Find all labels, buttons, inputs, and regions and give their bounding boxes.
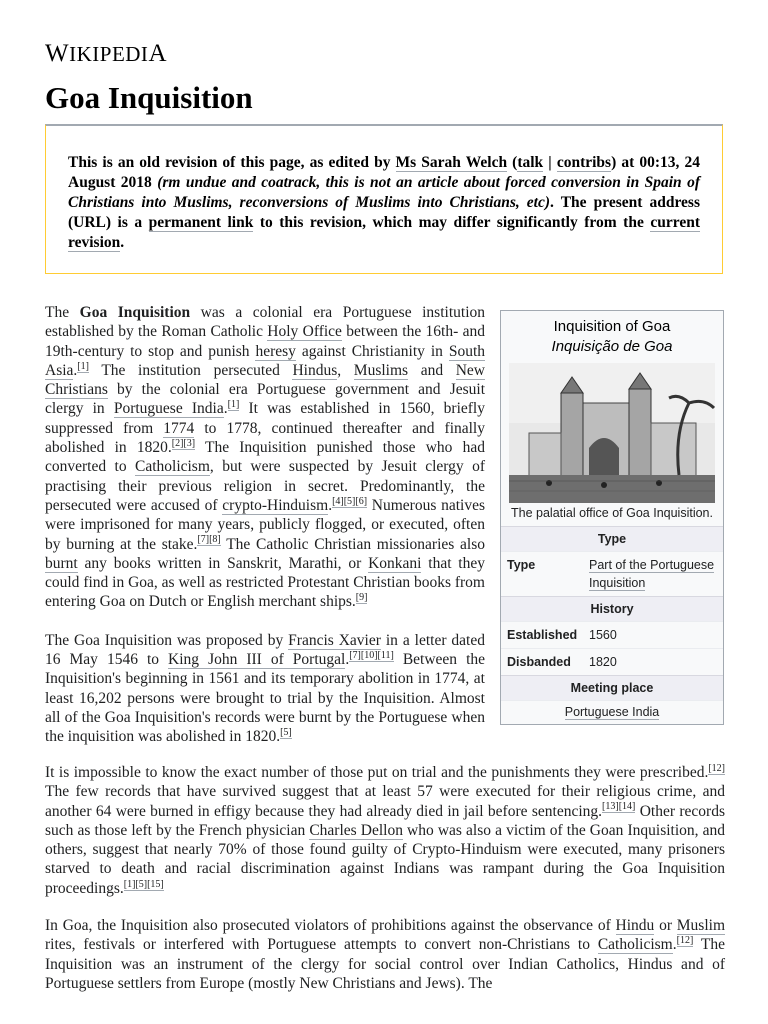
- wordmark-rest: IKIPEDI: [69, 42, 149, 66]
- text: ,: [337, 361, 354, 379]
- link-hindus[interactable]: Hindus: [292, 361, 338, 379]
- rev-text: . The present address (URL) is a: [68, 194, 700, 231]
- link-heresy[interactable]: heresy: [255, 342, 296, 360]
- row-label: Type: [507, 558, 536, 572]
- link-muslims[interactable]: Muslims: [353, 361, 409, 379]
- text: It is impossible to know the exact number of those put on trial and the punishments they were prescribed.: [45, 764, 709, 781]
- text: any books written in Sanskrit, Marathi, or: [77, 554, 369, 572]
- rev-text: |: [543, 154, 557, 171]
- text: The institution persecuted: [88, 361, 293, 379]
- reference-link[interactable]: [9]: [355, 592, 368, 604]
- reference-link[interactable]: [7][10][11]: [349, 649, 394, 661]
- edit-summary: (rm undue and coatrack, this is not an article about forced conversion in Spain of Christians into Muslims, reconversions of Muslims into Christians, etc): [68, 174, 700, 211]
- link-holy-office[interactable]: Holy Office: [267, 323, 342, 341]
- link-francis-xavier[interactable]: Francis Xavier: [288, 631, 381, 649]
- row-value: 1820: [589, 655, 617, 669]
- link-catholicism[interactable]: Catholicism: [134, 458, 210, 476]
- infobox-row-type: [501, 551, 723, 596]
- text: The Inquisition punished those who had converted to: [45, 439, 485, 476]
- text: or: [654, 917, 677, 935]
- editor-link[interactable]: Ms Sarah Welch: [395, 154, 508, 171]
- row-label: Disbanded: [507, 655, 571, 669]
- infobox-image[interactable]: [509, 363, 715, 503]
- page-title: Goa Inquisition: [45, 80, 253, 115]
- permanent-link[interactable]: permanent link: [148, 214, 254, 231]
- contribs-link[interactable]: contribs: [556, 154, 612, 171]
- link-konkani[interactable]: Konkani: [368, 554, 422, 572]
- link-catholicism[interactable]: Catholicism: [597, 936, 673, 954]
- text: that they could find in Goa, as well as restricted Protestant Christian books from entering Goa on Dutch or English merchant ships.: [45, 554, 485, 611]
- infobox-title: [501, 311, 723, 361]
- paragraph-1: The Goa Inquisition was a colonial era Portuguese institution established by the Roman Catholic Holy Office between the 16th- and 19th-century to stop and punish heresy against Christianity in South Asia.[1] The institution persecuted Hindus, Muslims and New Christians by the colonial era Portuguese government and Jesuit clergy in Portuguese India.[1] It was established in 1560, briefly suppressed from 1774 to 1778, continued thereafter and finally abolished in 1820.[2][3] The Inquisition punished those who had converted to Catholicism, but were suspected by Jesuit clergy of practising their previous religion in secret. Predominantly, the persecuted were accused of crypto-Hinduism.[4][5][6] Numerous natives were imprisoned for many years, publicly flogged, or executed, often by burning at the stake.[7][8] The Catholic Christian missionaries also burnt any books written in Sanskrit, Marathi, or Konkani that they could find in Goa, as well as restricted Protestant Christian books from entering Goa on Dutch or English merchant ships.[9]: [45, 304, 486, 611]
- text: rites, festivals or interfered with Portuguese attempts to convert non-Christians to: [45, 936, 598, 954]
- talk-link[interactable]: talk: [517, 154, 544, 171]
- reference-link[interactable]: [1]: [77, 360, 89, 372]
- link-king-john-iii[interactable]: King John III of Portugal: [168, 651, 346, 669]
- palace-engraving-image: [509, 363, 715, 503]
- wordmark-first: W: [45, 40, 70, 67]
- row-value: [589, 556, 717, 592]
- link-crypto-hinduism[interactable]: crypto-Hinduism: [222, 496, 329, 514]
- link-hindu[interactable]: Hindu: [615, 917, 655, 935]
- reference-link[interactable]: [12]: [708, 762, 725, 774]
- text: against Christianity in: [295, 342, 449, 360]
- reference-link[interactable]: [5]: [280, 727, 292, 739]
- row-value: 1560: [589, 628, 617, 642]
- text: in a letter dated 16 May 1546 to: [45, 631, 485, 669]
- reference-link[interactable]: [13][14]: [602, 801, 636, 813]
- link-muslim[interactable]: Muslim: [676, 917, 725, 935]
- text: The Goa Inquisition was proposed by: [45, 631, 289, 649]
- reference-link[interactable]: [4][5][6]: [332, 495, 368, 507]
- paragraph-2-start: The Goa Inquisition was proposed by Francis Xavier in a letter dated 16 May 1546 to King John III of Portugal.[7][10][11] Between the Inquisition's beginning in 1561 and its temporary abolition in 1774, at least 16,202 persons were brought to trial by the Inquisition. Almost all of the Goa Inquisition's records were burnt by the Portuguese when the inquisition was abolished in 1820.[5]: [45, 631, 486, 746]
- reference-link[interactable]: [1][5][15]: [123, 878, 164, 890]
- wordmark-last: A: [148, 40, 167, 67]
- infobox-meeting-place: [501, 700, 723, 724]
- text: between the 16th- and 19th-century to stop and punish: [45, 323, 485, 360]
- infobox-title-text: Inquisition of Goa: [553, 318, 671, 335]
- reference-link[interactable]: [12]: [676, 935, 694, 947]
- text: was a colonial era Portuguese institution established by the Roman Catholic: [45, 304, 485, 341]
- article-body: [45, 763, 725, 1011]
- text: The Catholic Christian missionaries also: [220, 535, 485, 553]
- infobox-header-type: Type: [501, 526, 723, 551]
- link-portuguese-inquisition[interactable]: Part of the Portuguese Inquisition: [589, 558, 715, 590]
- text: In Goa, the Inquisition also prosecuted violators of prohibitions against the observance of: [45, 917, 616, 935]
- rev-text: This is an old revision of this page, as edited by: [68, 154, 396, 171]
- article-intro: [45, 303, 485, 766]
- link-portuguese-india[interactable]: Portuguese India: [113, 400, 224, 418]
- infobox-header-meeting-place: Meeting place: [501, 675, 723, 700]
- text: by the colonial era Portuguese government and Jesuit clergy in: [45, 381, 485, 418]
- paragraph-2-cont: [45, 763, 725, 898]
- text: to 1778, continued thereafter and finally abolished in 1820.: [45, 419, 485, 457]
- text: , but were suspected by Jesuit clergy of practising their previous religion in secret. Predominantly, the persecuted were accused of: [45, 458, 485, 514]
- text: The: [45, 304, 80, 321]
- old-revision-notice: [45, 124, 723, 274]
- text: Between the Inquisition's beginning in 1561 and its temporary abolition in 1774, at least 16,202 persons were brought to trial by the Inquisition. Almost all of the Goa Inquisition's records were burnt by the Portuguese when the inquisition was abolished in 1820.: [45, 651, 486, 746]
- current-revision-link[interactable]: current revision: [68, 214, 700, 251]
- infobox: [500, 310, 724, 725]
- infobox-row-disbanded: [501, 648, 723, 675]
- infobox-header-history: History: [501, 596, 723, 621]
- text: The Inquisition was an instrument of the clergy for social control over Indian Catholics, Hindus and of Portuguese settlers from Europe (mostly New Christians and Jews). The: [45, 936, 725, 992]
- text: who was also a victim of the Goan Inquisition, and others, suggest that nearly 70% of those found guilty of Crypto-Hinduism were executed, many prisoners starved to death and racial discrimination against Indians was rampant during the Goa Inquisition proceedings.: [45, 821, 725, 897]
- reference-link[interactable]: [2][3]: [171, 437, 196, 449]
- row-label: Established: [507, 628, 578, 642]
- infobox-row-established: [501, 621, 723, 648]
- wikipedia-wordmark[interactable]: [45, 40, 167, 68]
- text: Numerous natives were imprisoned for many years, publicly flogged, or executed, often by burning at the stake.: [45, 496, 485, 553]
- infobox-subtitle: Inquisição de Goa: [551, 338, 673, 355]
- rev-text: .: [120, 234, 125, 251]
- link-portuguese-india[interactable]: Portuguese India: [564, 705, 660, 719]
- rev-text: ) at 00:13, 24 August 2018: [68, 154, 700, 191]
- rev-text: to this revision, which may differ significantly from the: [253, 214, 651, 231]
- text: and: [408, 361, 456, 379]
- text: It was established in 1560, briefly suppressed from: [45, 400, 485, 437]
- article-subject: Goa Inquisition: [79, 304, 191, 321]
- paragraph-3: In Goa, the Inquisition also prosecuted violators of prohibitions against the observance of Hindu or Muslim rites, festivals or interfered with Portuguese attempts to convert non-Christians to Catholicism.[12] The Inquisition was an instrument of the clergy for social control over Indian Catholics, Hindus and of Portuguese settlers from Europe (mostly New Christians and Jews). The: [45, 917, 725, 992]
- infobox-caption: The palatial office of Goa Inquisition.: [511, 506, 713, 520]
- link-new-christians[interactable]: New Christians: [45, 361, 485, 399]
- reference-link[interactable]: [1]: [227, 399, 240, 411]
- text: Other records such as those left by the French physician: [45, 802, 725, 839]
- reference-link[interactable]: [7][8]: [197, 534, 221, 546]
- text: The few records that have survived suggest that at least 57 were executed for their religious crime, and another 64 were burned in effigy because they had already died in jail before sentencing.: [45, 783, 725, 820]
- link-charles-dellon[interactable]: Charles Dellon: [309, 821, 403, 839]
- link-burnt[interactable]: burnt: [45, 554, 78, 572]
- link-1774[interactable]: 1774: [163, 419, 195, 437]
- link-south-asia[interactable]: South Asia: [45, 342, 486, 379]
- rev-text: (: [507, 154, 518, 171]
